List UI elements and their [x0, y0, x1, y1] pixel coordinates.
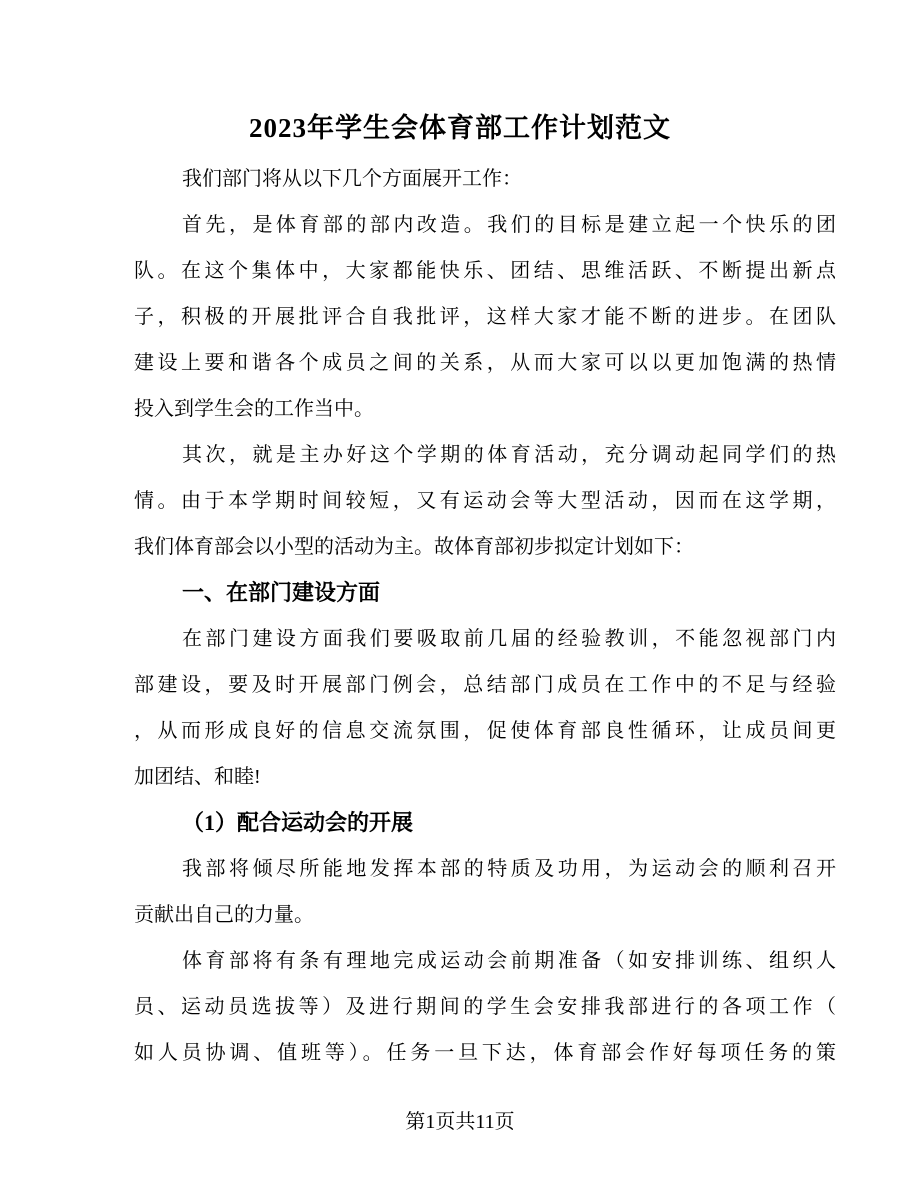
doc-line: 子，积极的开展批评合自我批评，这样大家才能不断的进步。在团队 [134, 306, 836, 328]
doc-line: 我们体育部会以小型的活动为主。故体育部初步拟定计划如下： [134, 536, 694, 558]
doc-line: 我部将倾尽所能地发挥本部的特质及功用，为运动会的顺利召开 [182, 858, 836, 880]
doc-line: 建设上要和谐各个成员之间的关系，从而大家可以以更加饱满的热情 [134, 352, 836, 374]
doc-line: 首先，是体育部的部内改造。我们的目标是建立起一个快乐的团 [182, 214, 836, 236]
doc-line: 加团结、和睦! [134, 766, 261, 788]
doc-line: 情。由于本学期时间较短，又有运动会等大型活动，因而在这学期， [134, 490, 836, 512]
doc-line: 部建设，要及时开展部门例会，总结部门成员在工作中的不足与经验 [134, 674, 836, 696]
section-heading: （1）配合运动会的开展 [182, 810, 414, 835]
doc-line: 在部门建设方面我们要吸取前几届的经验教训，不能忽视部门内 [182, 628, 836, 650]
doc-line: 体育部将有条有理地完成运动会前期准备（如安排训练、组织人 [182, 950, 836, 972]
doc-line: ，从而形成良好的信息交流氛围，促使体育部良性循环，让成员间更 [134, 720, 836, 742]
doc-line: 队。在这个集体中，大家都能快乐、团结、思维活跃、不断提出新点 [134, 260, 836, 282]
section-heading: 一、在部门建设方面 [182, 580, 381, 605]
doc-line: 投入到学生会的工作当中。 [134, 398, 374, 420]
doc-title: 2023年学生会体育部工作计划范文 [249, 113, 671, 143]
doc-line: 其次，就是主办好这个学期的体育活动，充分调动起同学们的热 [182, 444, 836, 466]
doc-line: 贡献出自己的力量。 [134, 904, 314, 926]
doc-line: 我们部门将从以下几个方面展开工作： [182, 168, 522, 190]
doc-line: 如人员协调、值班等）。任务一旦下达，体育部会作好每项任务的策 [134, 1042, 836, 1064]
doc-line: 员、运动员选拔等）及进行期间的学生会安排我部进行的各项工作（ [134, 996, 836, 1018]
doc-body [134, 156, 836, 1076]
page-footer: 第1页共11页 [405, 1111, 515, 1133]
